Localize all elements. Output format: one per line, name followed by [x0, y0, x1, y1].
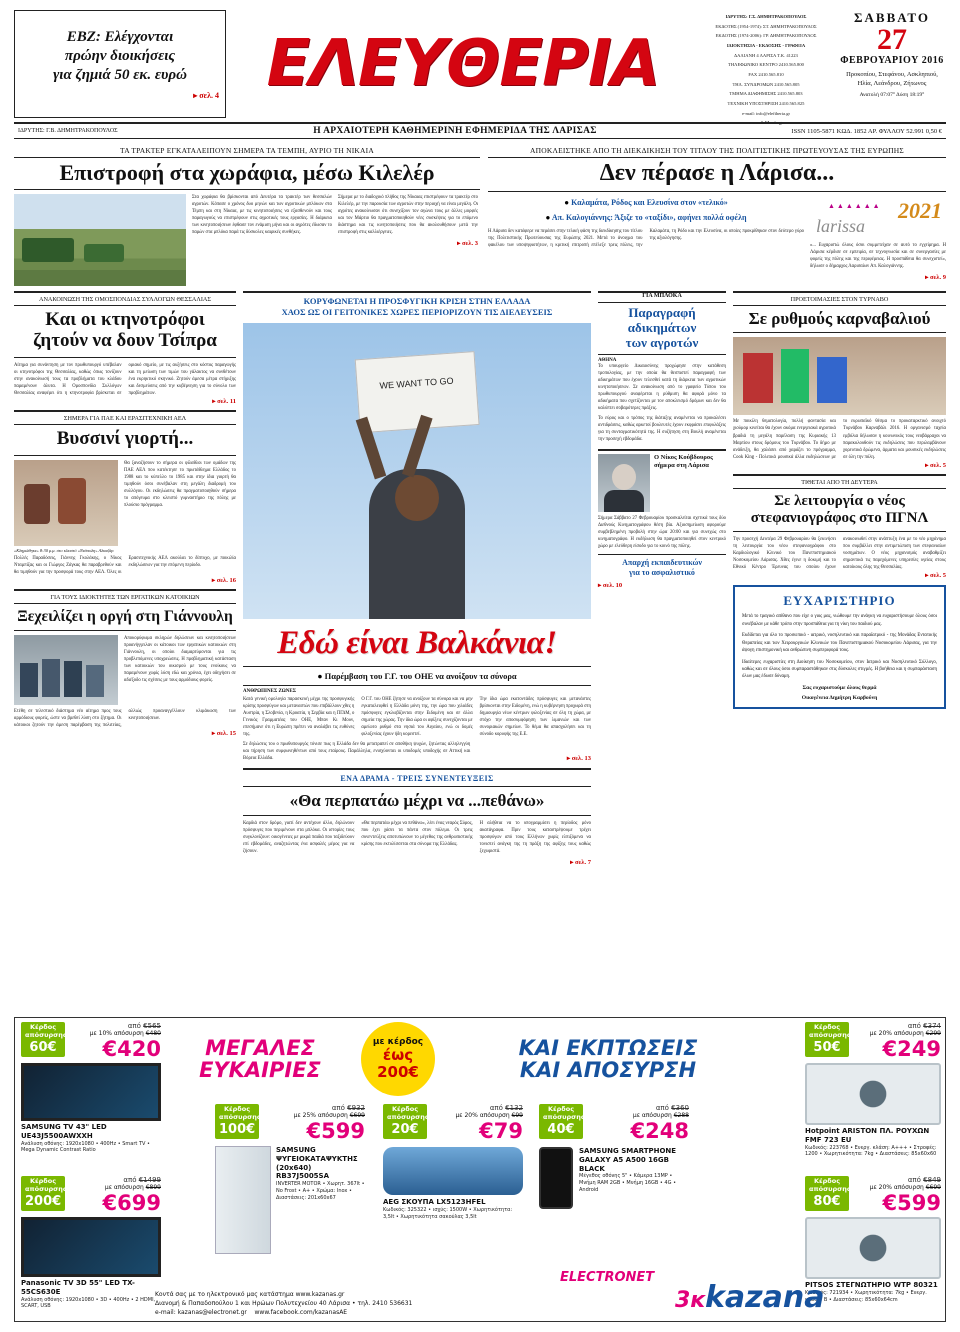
ad-product-0-image: [21, 1063, 161, 1121]
ad-product-2-badge-value: 100€: [219, 1121, 256, 1137]
teaser-line-3: για ζημιά 50 εκ. ευρώ: [53, 67, 187, 84]
story-livestock-body: Αίτημα για συνάντηση με τον πρωθυπουργό υπέβαλαν οι κτηνοτρόφοι της Θεσσαλίας, καθώς όπως τονίζουν στην ανακοίνωσή τους τα προβλήματα του κλάδου παραμένουν άλυτα. Η Ομοσπονδία Συλλόγων Θεσσαλίας αναφέρει ότι η κτηνοτροφία βρίσκεται σε οριακό σημείο, με τις αυξήσεις στο κόστος παραγωγής και τη μείωση των τιμών του γάλακτος να συνθέτουν ένα εκρηκτικό σκηνικό. Ζητούν άμεσα μέτρα στήριξης και δεσμεύσεις από την κυβέρνηση για το σύνολο των προβλημάτων.: [14, 362, 236, 396]
teaser-page-ref: ▸ σελ. 4: [193, 91, 219, 100]
story-tractors-ref[interactable]: ▸ σελ. 3: [338, 239, 478, 247]
story-livestock-headline-l1: Και οι κτηνοτρόφοι: [45, 308, 205, 330]
story-livestock-kicker: ΑΝΑΚΟΙΝΩΣΗ ΤΗΣ ΟΜΟΣΠΟΝΔΙΑΣ ΣΥΛΛΟΓΩΝ ΘΕΣΣΑΛΙΑΣ: [38, 295, 211, 303]
story-giannouli-ref[interactable]: ▸ σελ. 15: [14, 729, 236, 737]
ad-product-3[interactable]: [383, 1104, 523, 1220]
ad-product-2-new-price: €599: [306, 1119, 365, 1143]
ad-product-6-specs: Κωδικός: 721934 • Χωρητικότητα: 7kg • Ενεργ. κλάση: B • Διαστάσεις: 85x60x64cm: [805, 1289, 927, 1303]
publisher-line-4: ΙΔΙΟΚΤΗΣΙΑ - ΕΚΔΟΣΗΣ - ΓΡΑΦΕΙΑ: [726, 42, 806, 48]
teachers-footer: [598, 555, 726, 580]
story-ael-photo: [14, 460, 118, 546]
ad-product-3-new-price: €79: [479, 1119, 523, 1143]
carnival-photo: [733, 337, 946, 415]
ad-product-6-old-label: από: [907, 1176, 921, 1184]
store-brand-logo[interactable]: [675, 1280, 824, 1315]
ad-product-1-old-label: από: [123, 1176, 137, 1184]
ad-product-5-old-label: από: [907, 1022, 921, 1030]
ad-product-5-old-price: €374: [923, 1022, 941, 1030]
story-larissa2021-bullet-2: ● Απ. Καλογιάννης: Άξιζε το «ταξίδι», αφήνει πολλά οφέλη: [488, 211, 804, 226]
publisher-line-5: ΔΑΛΙΑΝΗ 4 ΛΑΡΙΣΑ Τ.Κ. 41223: [734, 52, 798, 58]
ad-product-3-image: [383, 1147, 523, 1195]
ad-product-2-disc: με 25% απόσυρση: [293, 1112, 348, 1119]
teachers-footer-l1: Απαρχή εκπαιδευτικών: [622, 558, 702, 568]
interview-ref[interactable]: ▸ σελ. 7: [480, 858, 591, 866]
farmers-amnesty-headline-l3: των αγροτών: [625, 334, 699, 350]
teachers-footer-l2: για το ασφαλιστικό: [629, 567, 695, 577]
ad-product-2-price: [263, 1104, 365, 1143]
ad-product-5-disc-price: €299: [925, 1030, 941, 1037]
ad-footer-line-2: Διανομή & Παπαδοπούλου 1 και Ηρώων Πολυτεχνείου 40 Λάρισα • τηλ. 2410 536631: [155, 1300, 413, 1307]
interview-body-3: Η αλήθεια να το υπογραμμίσει η περίοδος μόνο ακατάγραφα. Πριν τους καταστρέψουμε τρέχει προσφύγων από τους Ελλήνων χωρίς ελπιζόμενα να τονιστεί ανάγκη της τη πράξη της αφίξης τους καθώς ξεχωριστά.: [479, 821, 591, 855]
interview-kicker: ΕΝΑ ΔΡΑΜΑ - ΤΡΕΙΣ ΣΥΝΕΝΤΕΥΞΕΙΣ: [340, 774, 494, 784]
thanks-notice: [733, 585, 946, 708]
ad-footer-email[interactable]: e-mail: kazanas@electronet.gr: [155, 1309, 247, 1316]
carnival-kicker: ΠΡΟΕΤΟΙΜΑΣΙΕΣ ΣΤΟΝ ΤΥΡΝΑΒΟ: [790, 295, 889, 303]
hospital-headline: [733, 489, 946, 532]
burst-label: με κέρδος: [372, 1036, 424, 1047]
teaser-line-1: ΕΒΖ: Ελέγχονται: [66, 28, 174, 45]
ad-product-4-badge: [539, 1104, 583, 1139]
ad-product-0-badge: [21, 1022, 65, 1057]
ad-product-2-image: [215, 1146, 271, 1254]
story-tractors[interactable]: [14, 143, 480, 286]
ad-product-6-disc-price: €699: [925, 1184, 941, 1191]
thanks-title: ΕΥΧΑΡΙΣΤΗΡΙΟ: [783, 593, 896, 609]
refugee-body-1: Κατά γενική ομολογία παρασκευή μέχρι της προσφυγικής κρίσης προσφύγων και μεταναστών που επιβάλλουν χθες η Αυστρία, η Σλοβενία, η Κροατία, η Σερβία και η ΠΓΔΜ, ο Γενικός Γραμματέας του ΟΗΕ, Μπαν Κι Μουν, επεσήμανε ότι η Ευρώπη πρέπει να αναλάβει τις ευθύνες της.: [243, 696, 355, 737]
ad-product-6-old-price: €849: [923, 1176, 941, 1184]
interview-headline: «Θα περπατάω μέχρι να ...πεθάνω»: [289, 791, 545, 811]
story-giannouli-kicker: ΓΙΑ ΤΟΥΣ ΙΔΙΟΚΤΗΤΕΣ ΤΩΝ ΕΡΓΑΤΙΚΩΝ ΚΑΤΟΙΚΙΩΝ: [50, 593, 200, 601]
story-ael-kicker: ΣΗΜΕΡΑ ΓΙΑ ΠΑΕ ΚΑΙ ΕΡΑΣΙΤΕΧΝΙΚΗ ΑΕΛ: [63, 414, 187, 422]
ad-product-0-disc: με 10% απόσυρση: [89, 1030, 144, 1037]
kouvdouros-photo: [598, 454, 650, 512]
story-larissa2021-quote: «... Ευχαριστώ όλους όσοι συμμετείχαν σε αυτό το εγχείρημα. Η Λάρισα κέρδισε σε εμπειρία, σε τεχνογνωσία και σε συνεργασίες με φορείς της πόλης και της περιφέρειας. Η προσπάθεια θα συνεχιστεί», δήλωσε ο δήμαρχος Λαρισαίων Απ. Καλογιάννης.: [810, 242, 946, 270]
story-tractors-kicker: ΤΑ ΤΡΑΚΤΕΡ ΕΓΚΑΤΑΛΕΙΠΟΥΝ ΣΗΜΕΡΑ ΤΑ ΤΕΜΠΗ, ΑΥΡΙΟ ΤΗ ΝΙΚΑΙΑ: [120, 146, 374, 155]
farmers-amnesty-body: Το υπουργείο Δικαιοσύνης προχώρησε στην κατάθεση τροπολογίας, με την οποία θα θεσπιστεί παραγραφή των αδικημάτων που έχουν τελεσθεί κατά τη διάρκεια των αγροτικών κινητοποιήσεων. Σε ανακοίνωση από το γραφείο Τύπου του πρωθυπουργού αναφέρεται η ρύθμιση θα αφορά μόνο τα αδικήματα που σχετίζονται με τον αποκλεισμό δρόμων και δεν θα καλύπτει σοβαρότερες πράξεις.: [598, 363, 726, 411]
column-left: [14, 291, 236, 867]
farmers-amnesty-headline: [598, 303, 726, 354]
ad-product-5-image: [805, 1063, 941, 1125]
ad-product-2-badge: [215, 1104, 259, 1139]
ad-product-5-price: [853, 1022, 941, 1061]
story-livestock-headline: [14, 306, 236, 357]
weekday: ΣΑΒΒΑΤΟ: [854, 10, 930, 25]
ad-product-3-disc-price: €99: [511, 1112, 523, 1119]
ad-product-2-old-price: €932: [347, 1104, 365, 1112]
story-larissa2021-headline: Δεν πέρασε η Λάρισα...: [599, 160, 835, 186]
farmers-amnesty-headline-l1: Παραγραφή: [628, 304, 696, 320]
publisher-line-8: ΤΗΛ. ΣΥΝΔΡΟΜΩΝ 2410.565.805: [732, 81, 800, 87]
ad-footer-line-1[interactable]: Κοντά σας με το ηλεκτρονικό μας κατάστημα www.kazanas.gr: [155, 1291, 345, 1298]
story-giannouli-body: Αποκορύφωμα σκληρών δηλώσεων και κινητοποιήσεων προανήγγειλαν οι κάτοικοι των εργατικών κατοικιών στη Γιάννουλη, οι οποίοι διαμαρτύρονται για τις προβλεπόμενες υποχρεώσεις. Η προβληματική κατάσταση των κατοικιών του οικισμού με τους ενοίκους να παραμένουν χωρίς λύση εδώ και χρόνια, έχει οδηγήσει σε αδιέξοδο τις σχέσεις με τους αρμόδιους φορείς.: [124, 635, 236, 684]
ad-product-5-title: Hotpoint ARISTON ΠΛ. ΡΟΥΧΩΝ FMF 723 EU: [805, 1127, 930, 1144]
teachers-ref[interactable]: ▸ σελ. 10: [598, 581, 726, 589]
story-ael-body: Θα ξαναζήσουν το σήμερα οι φίλαθλοι των ομάδων της ΠΑΕ ΑΕΛ που κατέκτησε το πρωτάθλημα Ελλάδος το 1988 και το κύπελλο το 1985 και στην ίδια γιορτή θα τιμηθούν όσοι συνέβαλαν στη μεγάλη διαδρομή του συλλόγου. Οι εκδηλώσεις θα πραγματοποιηθούν σήμερα το απόγευμα στο κλειστό γυμναστήριο της πόλης με πλούσιο πρόγραμμα.: [124, 460, 236, 508]
ad-product-6-price: [853, 1176, 941, 1215]
ad-product-6[interactable]: [805, 1176, 941, 1303]
ad-footer: [155, 1290, 635, 1317]
carnival-headline: Σε ρυθμούς καρναβαλιού: [748, 308, 931, 328]
refugee-kicker: [243, 293, 591, 323]
ad-product-1-badge: [21, 1176, 65, 1211]
story-tractors-photo: [14, 194, 186, 286]
publisher-line-2: ΕΚΔΟΤΗΣ (1954-1974): ΣΤ. ΔΗΜΗΤΡΑΚΟΠΟΥΛΟΣ: [715, 23, 817, 29]
story-ael-ref[interactable]: ▸ σελ. 16: [14, 576, 236, 584]
refugee-body-4: Σε δηλώσεις του ο πρωθυπουργός τόνισε πως η Ελλάδα δεν θα μετατραπεί σε αποθήκη ψυχών, ζητώντας αλληλεγγύη και τήρηση των συμφωνηθέντων από τους εταίρους. Παράλληλα, ενισχύονται οι υποδομές υποδοχής σε Αττική και Βόρεια Ελλάδα.: [243, 741, 471, 762]
publisher-website[interactable]: www.eleftheria.gr: [748, 120, 784, 126]
publisher-line-1: ΙΔΡΥΤΗΣ: Γ.Σ. ΔΗΜΗΤΡΑΚΟΠΟΥΛΟΣ: [725, 14, 807, 19]
electronet-logo: ELECTRONET: [560, 1270, 655, 1285]
ad-product-1-disc-price: €899: [145, 1184, 161, 1191]
ad-product-6-badge: [805, 1176, 849, 1211]
ad-product-1[interactable]: [21, 1176, 161, 1310]
advertisement-banner[interactable]: [14, 1017, 946, 1322]
masthead: [14, 10, 946, 126]
ad-product-4-title: SAMSUNG SMARTPHONE GALAXY A5 A500 16GB BLACK: [579, 1147, 677, 1173]
ad-headline-line-2: ΕΥΚΑΙΡΙΕΣ: [199, 1058, 321, 1082]
ad-product-1-image: [21, 1217, 161, 1277]
newspaper-slogan: Η ΑΡΧΑΙΟΤΕΡΗ ΚΑΘΗΜΕΡΙΝΗ ΕΦΗΜΕΡΙΔΑ ΤΗΣ ΛΑΡΙΣΑΣ: [313, 126, 597, 136]
story-giannouli-headline: Ξεχειλίζει η οργή στη Γιάννουλη: [17, 607, 233, 625]
ad-footer-facebook[interactable]: www.facebook.com/kazanasAE: [254, 1309, 348, 1316]
refugee-bullet: ● Παρέμβαση του Γ.Γ. του ΟΗΕ να ανοίξουν τα σύνορα: [243, 667, 591, 685]
story-tractors-body-2: Σήμερα με το διαδοχικό πλήθος της Νίκαιας επιστρέφουν τα τρακτέρ στο Κιλελέρ, με την παρουσία των αγροτών στην περιοχή να είναι μεγάλη. Οι αγρότες ανακοίνωσαν ότι συνεχίζουν τον αγώνα τους με άλλες μορφές και τον Μάρτιο θα πραγματοποιηθούν νέες συσκέψεις για το επόμενο διάστημα και τις κινητοποιήσεις που θα ακολουθήσουν μετά την επιστροφή στις καλλιέργειες.: [338, 194, 478, 235]
ad-product-3-price: [431, 1104, 523, 1143]
ad-product-3-badge-value: 20€: [391, 1121, 419, 1137]
ad-product-6-new-price: €599: [882, 1191, 941, 1215]
refugee-kicker-l2: ΧΑΟΣ ΩΣ ΟΙ ΓΕΙΤΟΝΙΚΕΣ ΧΩΡΕΣ ΠΕΡΙΟΡΙΖΟΥΝ ΤΙΣ ΔΙΕΛΕΥΣΕΙΣ: [281, 307, 553, 318]
story-larissa2021-bullet-1: ● Καλαμάτα, Ρόδος και Ελευσίνα στον «τελικό»: [488, 196, 804, 211]
farmers-amnesty-dateline: ΑΘΗΝΑ: [598, 357, 617, 363]
main-content-grid: [14, 291, 946, 867]
kouvdouros-name: Ο Νίκος Κούβδουρος σήμερα στη Λάρισα: [654, 454, 713, 469]
founder-text: ΙΔΡΥΤΗΣ: Γ.Β. ΔΗΜΗΤΡΑΚΟΠΟΥΛΟΣ: [18, 128, 118, 134]
ad-product-1-specs: Ανάλυση οθόνης: 1920x1080 • 3D • 400Hz • 2 HDMI, SCART, USB: [21, 1296, 156, 1310]
ad-product-3-specs: Κωδικός: 325322 • ισχύς: 1500W • Χωρητικότητα: 3,5lt • Χωρητικότητα σακούλας 3,5lt: [383, 1206, 513, 1220]
hospital-body: Την προσεχή Δευτέρα 29 Φεβρουαρίου θα ξεκινήσει τη λειτουργία του νέου στεφανιογράφου στο Καρδιολογικό Κλινικό του Πανεπιστημιακού Νοσοκομείου Λάρισας. Χθες έγινε η δοκιμή και το Εθνικό Κέντρο Έρευνας του οποίου έχουν ανακοινωθεί στην ανάπτυξη ένα με το νέο μηχάνημα που συμβάλλει στην αντιμετώπιση των στεφανιαίων νοσημάτων. Ο νέος μηχανισμός αναβαθμίζει σημαντικά τις παρεχόμενες υπηρεσίες υγείας στους κατοίκους όλης της Θεσσαλίας.: [733, 537, 946, 571]
ad-headline-line-4: ΚΑΙ ΑΠΟΣΥΡΣΗ: [519, 1058, 697, 1082]
ad-product-1-price: [69, 1176, 161, 1215]
ad-product-1-badge-value: 200€: [25, 1193, 62, 1209]
ad-product-0[interactable]: [21, 1022, 161, 1154]
thanks-signature-2: Οικογένεια Δημήτρη Καρβούνη: [801, 694, 878, 701]
ad-product-5[interactable]: [805, 1022, 941, 1158]
ad-product-2-old-label: από: [331, 1104, 345, 1112]
ad-product-5-disc: με 20% απόσυρση: [869, 1030, 924, 1037]
ad-product-1-title: Panasonic TV 3D 55" LED TX-55CS630E: [21, 1279, 135, 1296]
ad-product-3-title: AEG ΣΚΟΥΠΑ LX5123HFEL: [383, 1198, 486, 1206]
ad-headline-line-3: ΚΑΙ ΕΚΠΤΩΣΕΙΣ: [518, 1035, 698, 1060]
sunrise-sunset: Ανατολή 07:07° Δύση 18:19°: [859, 92, 925, 98]
ad-product-0-price: [69, 1022, 161, 1061]
brand-name: kazana: [704, 1280, 825, 1315]
refugee-body-3: Την ίδια ώρα εκατοντάδες πρόσφυγες και μετανάστες βρίσκονται στην Ειδομένη, ενώ η κυβέρνηση προχωρά στη δημιουργία νέων κέντρων φιλοξενίας σε όλη τη χώρα, με στόχο την αποσυμφόρηση των λιμανιών και των συνοριακών σημείων. Το θέμα θα απασχολήσει και τη σύνοδο κορυφής της Ε.Ε.: [479, 696, 591, 737]
ad-product-2-badge-label: Κέρδος απόσυρσης: [219, 1105, 261, 1121]
placard-text: WE WANT TO GO: [379, 375, 454, 391]
ad-product-6-image: [805, 1217, 941, 1279]
story-larissa2021-kicker: ΑΠΟΚΛΕΙΣΤΗΚΕ ΑΠΟ ΤΗ ΔΙΕΚΔΙΚΗΣΗ ΤΟΥ ΤΙΤΛΟΥ ΤΗΣ ΠΟΛΙΤΙΣΤΙΚΗΣ ΠΡΩΤΕΥΟΥΣΑΣ ΤΗΣ ΕΥΡΩΠΗΣ: [530, 146, 904, 155]
farmers-amnesty-kicker: ΓΙΑ ΜΠΛΟΚΑ: [642, 292, 682, 299]
refugee-main-headline: Εδώ είναι Βαλκάνια!: [277, 624, 557, 661]
refugee-body-2: Ο Γ.Γ. του ΟΗΕ ζήτησε να ανοίξουν τα σύνορα και να μην εγκαταλειφθεί η Ελλάδα μόνη της, την ώρα που χιλιάδες πρόσφυγες εγκλωβίζονται στην Ειδομένη και σε άλλα σημεία της χώρας. Την ίδια ώρα οι αφίξεις συνεχίζονται με αμείωτο ρυθμό στα νησιά του Αιγαίου, ενώ οι δομές φιλοξενίας έχουν ήδη κορεστεί.: [361, 696, 473, 737]
ad-product-2[interactable]: [215, 1104, 365, 1254]
story-tractors-body-1: Στα χωράφια θα βρίσκονται από Δευτέρα τα τρακτέρ των θεσσαλών αγροτών. Κόπασε ο χρόνος δυο μηνών και των αγροτικών μπλόκων στα Τέμπη και στη Νίκαια, με τις κινητοποιήσεις να εξασθενούν και τους παραγωγούς να επιστρέφουν στις αγροτικές τους εργασίες. Η διάρκεια των κινητοποιήσεων έφθασε τον ενάμιση μήνα και οι αγρότες έδωσαν το παρών στα μπλόκα παρά τις δύσκολες καιρικές συνθήκες.: [192, 194, 332, 235]
carnival-body: Με ποικίλη θεματολογία, πολλή φαντασία και χιούμορ κινείται θα έχουν ακόμα ενεργειακά αγροτικά βραδιά τη μεγάλη παρέλαση της Κυριακής 13 Μαρτίου στους δρόμους του Τυρνάβου. Το δήμο με ανάδειξη, θα χαλάσει από χαράζει το πρόγραμμα, Cook King - Πολιτικά μουσικά άλλα εκδηλώσεων με το ευρωπαϊκό θέσμα το προκαταρκτικό ανοιχτό Τυρνάβου Καρναβάλι 2016. Η οργανισμό ταχεία εμβόλια δήλωσαν η κοινωνικός τους νεοβάρραχοι να παρακολουθούν τις εκδηλώσεις που περιλαμβάνουν χορευτικά δρώμενα, άρματα και μουσικές εκδηλώσεις σε όλη την πόλη.: [733, 419, 946, 460]
ad-product-5-new-price: €249: [882, 1037, 941, 1061]
issue-codes: ISSN 1105-5871 ΚΩΔ. 1852 ΑΡ. ΦΥΛΛΟΥ 52.991 0,50 €: [791, 127, 942, 135]
thanks-paragraph-3: Ιδιαίτερες ευχαριστίες στη Διοίκηση του Νοσοκομείου, στον Ιατρικό και Νοσηλευτικό Σύλλογο, καθώς και σε όλους όσοι συμπαραστάθηκαν στις δύσκολες στιγμές. Η βοήθεια και η συμπαράσταση όλων μας έδωσε δύναμη.: [742, 659, 937, 680]
ad-product-4-specs: Μέγεθος οθόνης 5" • Κάμερα 13MP • Μνήμη RAM 2GB • Μνήμη 16GB • 4G • Android: [579, 1173, 677, 1193]
ad-product-5-specs: Κωδικός: 223768 • Ενεργ. κλάση: A+++ • Στροφές: 1200 • Χωρητικότητα: 7kg • Διαστάσεις: 85x60x60: [805, 1144, 937, 1158]
ad-product-4-price: [587, 1104, 689, 1143]
farmers-amnesty-headline-l2: αδικημάτων: [627, 319, 697, 335]
story-giannouli-body-2: Ετέθη σε τελεστικό διάστημα νέο αίτημα προς τους αρμόδιους φορείς, ώστε να βρεθεί λύση στο ζήτημα. Οι κάτοικοι ζητούν την άμεση παρέμβαση της πολιτείας, αλλιώς προαναγγέλλουν κλιμάκωση των κινητοποιήσεων.: [14, 708, 236, 728]
ad-product-0-new-price: €420: [102, 1037, 161, 1061]
ad-product-0-specs: Ανάλυση οθόνης: 1920x1080 • 400Hz • Smart TV • Mega Dynamic Contrast Ratio: [21, 1140, 150, 1154]
name-days: Προκοπίου, Στεφάνου, Ασκληπιού, Ηλία, Λεάνδρου, Ζήτωνος: [846, 70, 938, 88]
ad-savings-burst: [361, 1022, 435, 1096]
ad-product-4-badge-label: Κέρδος απόσυρσης: [543, 1105, 585, 1121]
ad-product-4-disc-price: €288: [673, 1112, 689, 1119]
ad-product-5-badge-label: Κέρδος απόσυρσης: [809, 1023, 851, 1039]
ad-product-3-badge-label: Κέρδος απόσυρσης: [387, 1105, 429, 1121]
thanks-signature-1: Σας ευχαριστούμε όλους θερμά: [802, 684, 877, 691]
kouvdouros-body: Σήμερα Σάββατο 27 Φεβρουαρίου προσκαλείται σχετικά τους δύο Διεθνούς Κινηματογράφου θέση βία. Αξιοσημείωση αφορούμε συμβεβλημένη προβολή στην ώρα 20:00 και για συνεχώς στο κινηματογράφο. Η εκδήλωση θα πραγματοποιηθεί στον κεντρικό χώρο με ελεύθερη είσοδο για το κοινό της πόλης.: [598, 516, 726, 550]
logo-year-text: 2021: [898, 197, 942, 223]
ad-product-2-specs: INVERTER MOTOR • Χωρητ. 367lt • No Frost • A+ • Χρώμα: Inox • Διαστάσεις: 201x60x67: [276, 1181, 365, 1201]
story-ael-headline: Βυσσινί γιορτή...: [56, 427, 194, 449]
ad-product-2-title: SAMSUNG ΨΥΓΕΙΟΚΑΤΑΨΥΚΤΗΣ (20x640) RB37J5005SA: [276, 1146, 358, 1181]
interview-body-1: Καρδιά στον δρόμο, γιατί δεν αντέχουν άλλο, δηλώνουν πρόσφυγες που περιμένουν στα μπλόκα. Οι ιστορίες τους συγκλονίζουν: οικογένειες με μικρά παιδιά που ταξιδεύουν επί εβδομάδες, αναζητώντας ένα ασφαλές μέρος για να ζήσουν.: [243, 821, 355, 855]
ad-headline-line-1: ΜΕΓΑΛΕΣ: [205, 1035, 315, 1060]
ad-product-3-badge: [383, 1104, 427, 1139]
burst-value: έως 200€: [377, 1045, 419, 1082]
publisher-line-9: ΤΜΗΜΑ ΔΙΑΦΗΜΙΣΗΣ 2410.565.803: [729, 91, 803, 97]
ad-product-6-badge-value: 80€: [813, 1193, 841, 1209]
refugee-sub-kicker: ΑΝΘΡΩΠΙΝΕΣ ΖΩΝΕΣ: [243, 688, 297, 694]
ad-product-0-title: SAMSUNG TV 43" LED UE43J5500AWXXH: [21, 1123, 107, 1140]
month-year: ΦΕΒΡΟΥΑΡΙΟΥ 2016: [840, 54, 944, 66]
ad-product-0-old-price: €565: [143, 1022, 161, 1030]
hospital-ref[interactable]: ▸ σελ. 5: [733, 571, 946, 579]
ad-product-6-disc: με 20% απόσυρση: [869, 1184, 924, 1191]
masthead-teaser-box[interactable]: [14, 10, 226, 118]
story-livestock-headline-l2: ζητούν να δουν Τσίπρα: [33, 329, 217, 351]
ad-product-3-old-price: €132: [505, 1104, 523, 1112]
ad-product-6-title: PITSOS ΣΤΕΓΝΩΤΗΡΙΟ WTP 80321: [805, 1281, 938, 1289]
hospital-headline-l2: στεφανιογράφος στο ΠΓΝΛ: [750, 509, 929, 526]
ad-product-0-old-label: από: [127, 1022, 141, 1030]
interview-body-2: «Θα περπατάω μέχρι να πεθάνω», λέει ένας νεαρός Σύρος, που έχει χάσει τα πάντα στον πόλεμο. Οι τρεις συνεντεύξεις αποτυπώνουν το μέγεθος της ανθρωπιστικής κρίσης που εκτυλίσσεται στα σύνορα της Ελλάδας.: [361, 821, 473, 848]
ad-product-4-disc: με απόσυρση: [632, 1112, 672, 1119]
refugee-kicker-l1: ΚΟΡΥΦΩΝΕΤΑΙ Η ΠΡΟΣΦΥΓΙΚΗ ΚΡΙΣΗ ΣΤΗΝ ΕΛΛΑΔΑ: [303, 295, 531, 306]
story-livestock-ref[interactable]: ▸ σελ. 11: [14, 397, 236, 405]
refugee-main-photo: [243, 323, 591, 619]
issue-date-block: [838, 10, 946, 118]
story-giannouli-photo: [14, 635, 118, 705]
publisher-line-6: ΤΗΛΕΦΩΝΙΚΟ ΚΕΝΤΡΟ 2410.565.800: [728, 62, 804, 68]
publisher-email[interactable]: e-mail: info@eleftheria.gr: [741, 110, 791, 116]
thanks-paragraph-2: Εκδίδεται για όλο το προσωπικό - ιατρικό, νοσηλευτικό και παραϊατρικό - της Μονάδας Εντατικής Θεραπείας και των Χειρουργικών Κλινικών του Πανεπιστημιακού Νοσοκομείου Λάρισας, για την άψογη επιστημονική και ανθρώπινη συμπεριφορά τους.: [742, 633, 937, 654]
publisher-line-10: ΤΕΧΝΙΚΗ ΥΠΟΣΤΗΡΙΞΗ 2410.565.825: [727, 100, 805, 106]
story-ael-body-2: Πολλές Παραδόσεις, Γιάννης Γκολάκης, ο Νίκος Νταμπίζας και οι Γιώργος Ζάγκας θα παραβρεθούν και θα τιμηθούν για την προσφορά τους στην ΑΕΛ. Όλες οι Ερασιτεχνικής ΑΕΛ ακούλαι το δίπτυχο, με ποικιλία εκδηλώσεων για την επόμενη περίοδο.: [14, 555, 236, 575]
teaser-line-2: πρώην διοικήσεις: [64, 47, 176, 64]
publisher-line-7: FAX 2410.565.810: [748, 71, 784, 77]
larissa-2021-logo: 2021 larissa ▲▲▲▲▲▲: [816, 197, 942, 236]
ad-product-0-disc-price: €480: [145, 1030, 161, 1037]
publisher-line-3: ΕΚΔΟΤΗΣ (1974-2006): ΓΡ. ΔΗΜΗΤΡΑΚΟΠΟΥΛΟΣ: [715, 33, 817, 39]
ad-headline-group: [165, 1022, 775, 1096]
story-larissa2021[interactable]: [488, 143, 946, 286]
ad-product-1-disc: με απόσυρση: [104, 1184, 144, 1191]
newspaper-logo: ΕΛΕΥΘΕΡΙΑ: [266, 27, 660, 101]
column-narrow: [598, 291, 726, 867]
day-number: 27: [877, 23, 907, 56]
ad-product-2-disc-price: €699: [349, 1112, 365, 1119]
ad-product-6-badge-label: Κέρδος απόσυρσης: [809, 1177, 851, 1193]
story-ael-caption: «Κληρώθηκε» 8:30 μ.μ. στο κλειστό «Νεάπολη» Αλκαζάρ: [14, 547, 114, 553]
top-stories-row: [14, 143, 946, 286]
story-larissa2021-ref[interactable]: ▸ σελ. 9: [810, 273, 946, 281]
ad-product-4-old-label: από: [655, 1104, 669, 1112]
ad-product-0-badge-value: 60€: [29, 1039, 57, 1055]
ad-product-1-new-price: €699: [102, 1191, 161, 1215]
masthead-right: [700, 10, 946, 126]
ad-product-4-new-price: €248: [630, 1119, 689, 1143]
ad-product-3-disc: με 20% απόσυρση: [455, 1112, 510, 1119]
farmers-amnesty-body-2: Το εύρος και ο τρόπος της διάταξης αναμένεται να προκαλέσει αντιδράσεις, καθώς αρκετοί βουλευτές έχουν εκφράσει επιφυλάξεις για τη συνταγματικότητά της. Η συζήτηση στη Βουλή αναμένεται την προσεχή εβδομάδα.: [598, 415, 726, 443]
ad-product-0-badge-label: Κέρδος απόσυρσης: [25, 1023, 67, 1039]
hospital-kicker: ΤΙΘΕΤΑΙ ΑΠΟ ΤΗ ΔΕΥΤΕΡΑ: [801, 478, 878, 486]
ad-product-3-old-label: από: [489, 1104, 503, 1112]
ad-product-1-old-price: €1499: [138, 1176, 161, 1184]
logo-city-text: larissa: [816, 215, 866, 236]
hospital-headline-l1: Σε λειτουργία ο νέος: [774, 492, 905, 509]
ad-product-5-badge: [805, 1022, 849, 1057]
brand-prefix: 3ĸ: [675, 1288, 705, 1313]
ad-product-4-old-price: €360: [671, 1104, 689, 1112]
ad-product-4-image: [539, 1147, 573, 1209]
story-tractors-headline: Επιστροφή στα χωράφια, μέσω Κιλελέρ: [59, 160, 435, 185]
thanks-paragraph-1: Μετά το τραγικό απίθανο που είχε ο γιος μας, νιώθουμε την ανάγκη να ευχαριστήσουμε όλους όσοι συνέβαλαν με κάθε τρόπο στην προσπάθεια για τη νίκη του παιδιού μας.: [742, 614, 937, 627]
ad-product-5-badge-value: 50€: [813, 1039, 841, 1055]
column-center: [243, 291, 591, 867]
carnival-ref[interactable]: ▸ σελ. 5: [733, 461, 946, 469]
story-larissa2021-body: Η Λάρισα δεν κατάφερε να περάσει στην τελική φάση της διεκδίκησης του τίτλου της Πολιτιστικής Πρωτεύουσας της Ευρώπης 2021. Μετά το άνοιγμα του φακέλου των υποψηφιοτήτων, η κριτική επιτροπή επέλεξε τρεις πόλεις, την Καλαμάτα, τη Ρόδο και την Ελευσίνα, οι οποίες προκρίθηκαν στον δεύτερο γύρο της αξιολόγησης.: [488, 228, 804, 248]
refugee-ref-13[interactable]: ▸ σελ. 13: [477, 754, 591, 762]
masthead-logo-area: [234, 10, 692, 118]
ad-product-1-badge-label: Κέρδος απόσυρσης: [25, 1177, 67, 1193]
publisher-info: [700, 10, 832, 126]
ad-product-4[interactable]: [539, 1104, 689, 1209]
column-right: [733, 291, 946, 867]
ad-product-4-badge-value: 40€: [547, 1121, 575, 1137]
